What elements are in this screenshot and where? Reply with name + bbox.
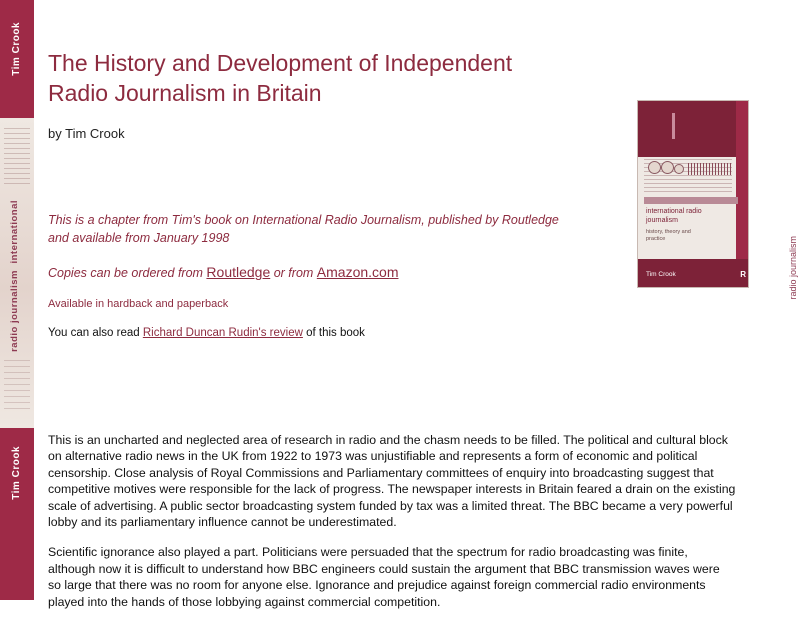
spine-title-line-1: international (9, 200, 20, 264)
cover-divider-bar (644, 197, 738, 204)
cover-circle-icon-2 (661, 161, 674, 174)
book-cover-image (637, 100, 749, 288)
review-link[interactable]: Richard Duncan Rudin's review (142, 327, 303, 339)
availability-note: Available in hardback and paperback (48, 298, 229, 310)
spine-author-top: Tim Crook (11, 22, 22, 76)
review-prefix: You can also read (48, 327, 143, 339)
cover-top-band (638, 101, 748, 157)
document-content (48, 0, 748, 609)
cover-accent-mark (672, 113, 675, 139)
book-spine-strip (0, 0, 34, 600)
cover-waveform-icon (688, 163, 732, 175)
book-note: This is a chapter from Tim's book on International Radio Journalism, published by Routledge and available from January 1998 (48, 213, 559, 245)
spine-title-line-2: radio journalism (9, 270, 20, 352)
cover-publisher-logo: R (740, 270, 746, 279)
spine-texture-top (4, 128, 30, 188)
page-title: The History and Development of Independent Radio Journalism in Britain (48, 50, 513, 106)
review-line (48, 327, 578, 339)
amazon-link[interactable]: Amazon.com (316, 264, 399, 280)
cover-title: international radio journalism (646, 208, 702, 224)
order-line (48, 264, 578, 280)
author-byline: by Tim Crook (48, 126, 125, 141)
paragraph-1: This is an uncharted and neglected area of research in radio and the chasm needs to be filled. The political and cultural block on alternative radio news in the UK from 1922 to 1973 was unjustifiable and represents a form of economic and political censorship. Close analysis of Royal Commissions and Parliamentary committees of enquiry into broadcasting suggest that competitive motives were responsible for the lack of progress. The newspaper interests in Britain feared a drain on the existing scale of advertising. A public sector broadcasting system funded by tax was a limited threat. The BBC became a very powerful lobby and its parliamentary influence cannot be underestimated. (48, 433, 736, 530)
routledge-link[interactable]: Routledge (206, 264, 271, 280)
review-suffix: of this book (302, 327, 365, 339)
paragraph-2: Scientific ignorance also played a part. Politicians were persuaded that the spectrum for radio broadcasting was finite, although now it is difficult to understand how BBC engineers could sustain the argument that BBC transmission waves were so large that there was no room for anyone else. Ignorance and prejudice against foreign commercial radio environments played into the hands of those lobbying against commercial competition. (48, 545, 720, 609)
body-copy (48, 432, 736, 624)
intro-block (48, 211, 578, 339)
right-edge-strip (784, 0, 800, 600)
cover-circle-icon-1 (648, 161, 661, 174)
spine-author-bottom: Tim Crook (11, 446, 22, 500)
cover-author: Tim Crook (646, 271, 676, 278)
order-prefix: Copies can be ordered from (48, 266, 207, 280)
cover-circle-icon-3 (674, 164, 684, 174)
right-strip-label: radio journalism (788, 236, 798, 300)
spine-texture-bottom (4, 360, 30, 410)
order-separator: or from (270, 266, 317, 280)
cover-subtitle: history, theory and practice (646, 229, 691, 242)
